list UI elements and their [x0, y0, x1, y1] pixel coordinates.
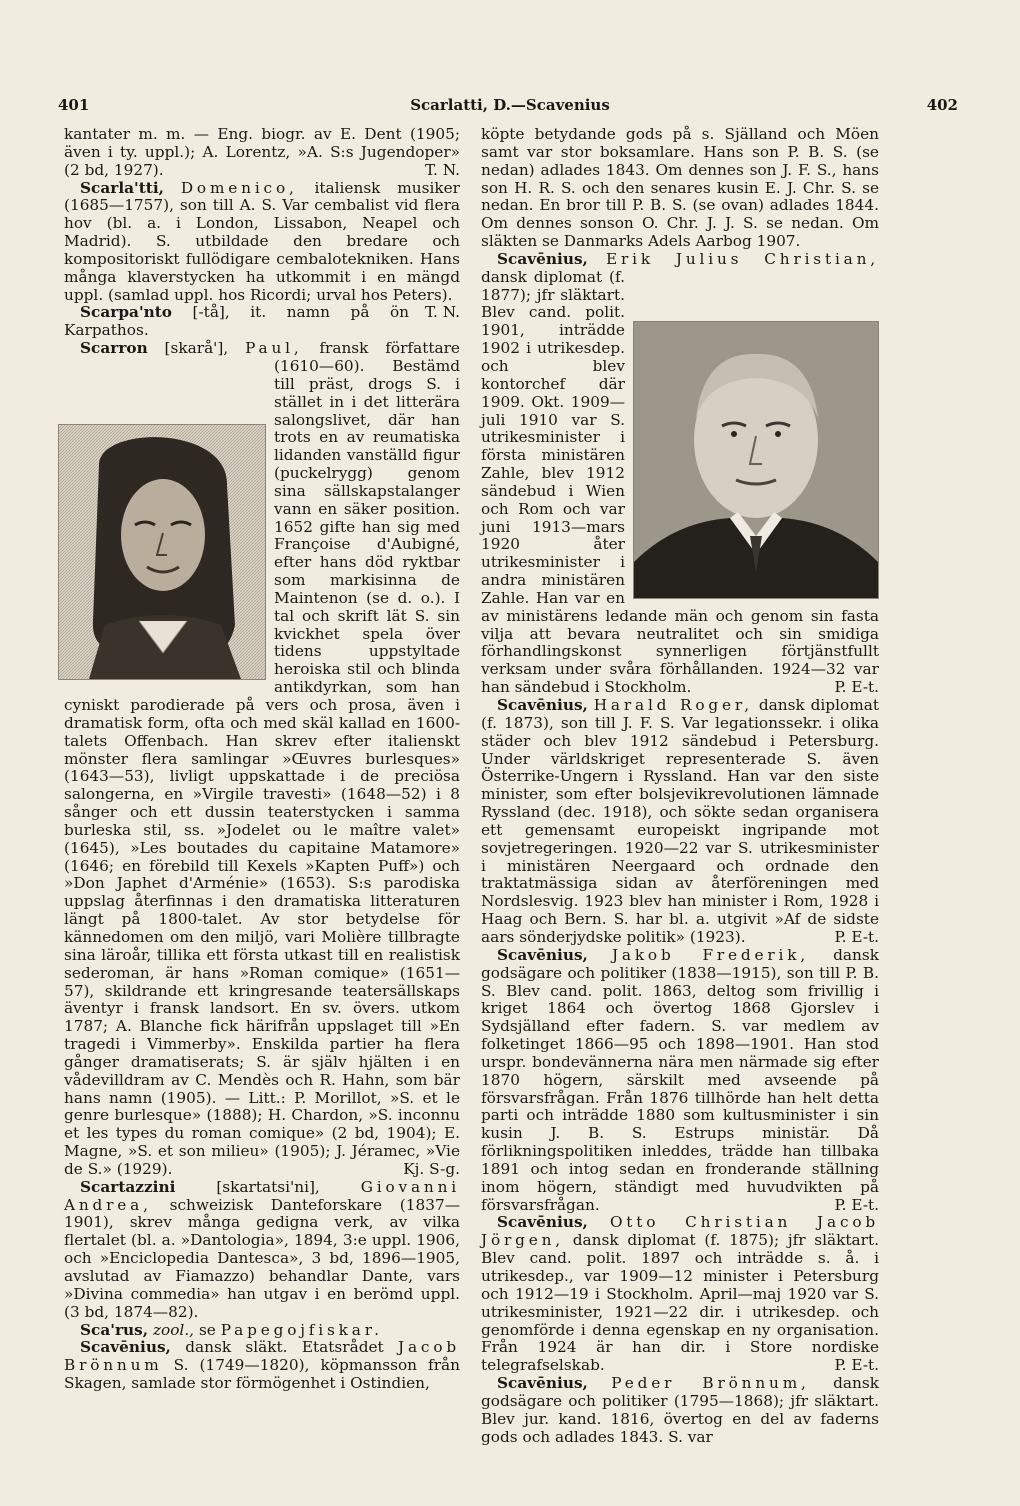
headword: Scarron	[80, 339, 148, 358]
running-title: Scarlatti, D.—Scavenius	[410, 96, 610, 114]
signature: Kj. S-g.	[403, 1159, 460, 1178]
headword: Scarpa'nto	[80, 303, 173, 322]
entry-scavenius-family: Scavēnius, dansk släkt. Etatsrådet Jacob Brönnum S. (1749—1820), köpmansson från Skagen, samlade stor förmögenhet i Ostindien,	[64, 1338, 460, 1393]
headword: Scavēnius,	[497, 249, 588, 268]
entry-scavenius-otto: Scavēnius, Otto Christian Jacob Jörgen, dansk diplomat (f. 1875); jfr släktart. Blev cand. polit. 1897 och inträdde s. å. i utrikesdep., var 1909—12 minister i Petersburg och 1912—19 i Stockholm. April—maj 1920 var S. utrikesminister, 1921—22 dir. i utrikesdep. och genomförde i denna egenskap en ny organisation. Från 1924 är han dir. i Store nordiske telegrafselskab. P. E-t.	[481, 1213, 879, 1375]
person-name: Peder Brönnum,	[611, 1374, 810, 1393]
entry-scavenius-erik: Scavēnius, Erik Julius Christian, dansk diplomat (f. 1877); jfr släktart. Blev cand. polit. 1901, inträdde 1902 i utrikesdep. och blev kontorchef där 1909. Okt. 1909—juli 1910 var S. utrikesminister i första ministären Zahle, blev 1912 sändebud i Wien och Rom och var juni 1913—mars 1920 åter utrikesminister i andra ministären Zahle. Han var en av ministärens ledande män och genom sin fasta vilja att bevara neutralitet och sin smidiga förhandlingskonst synnerligen förtjänstfullt verksam under svåra förhållanden. 1924—32 var han sändebud i Stockholm. P. E-t.	[481, 249, 879, 697]
entry-scarpanto: Scarpa'nto [-tå], it. namn på ön Karpathos.	[64, 303, 410, 340]
signature: T. N.	[425, 160, 460, 179]
entry-scartazzini: Scartazzini [skartatsi'ni], Giovanni Andrea, schweizisk Danteforskare (1837—1901), skrev många gedigna verk, av vilka flertalet (bl. a. »Dantologia», 1894, 3:e uppl. 1906, och »Enciclopedia Dantesca», 3 bd, 1896—1905, avslutad av Fiamazzo) behandlar Dante, vars »Divina commedia» han utgav i en berömd uppl. (3 bd, 1874—82).	[64, 1177, 460, 1321]
signature: T. N.	[425, 303, 460, 322]
entry-scarron: Scarron [skarå'], Paul, fransk författare (1610—60). Bestämd till präst, drogs S. i stället in i det litterära salongslivet, där han trots en av reumatiska lidanden vanställd figur (puckelrygg) genom sina sällskapstalanger vann en säker position. 1652 gifte han sig med Françoise d'Aubigné, efter hans död ryktbar som markisinna de Maintenon (se d. o.). I tal och skrift lät S. sin kvickhet spela över tidens uppstyltade heroiska stil och blinda antikdyrkan, som han cyniskt parodierade på vers och prosa, även i dramatisk form, ofta och med skäl kallad en 1600-talets Offenbach. Han skrev efter italienskt mönster flera samlingar »Œuvres burlesques» (1643—53), livligt uppskattade i de preciösa salongerna, en »Virgile travesti» (1648—52) i 8 sånger och ett dussin teaterstycken i samma burleska stil, ss. »Jodelet ou le maître valet» (1645), »Les boutades du capitaine Matamore» (1646; en förebild till Kexels »Kapten Puff») och »Don Japhet d'Arménie» (1653). S:s parodiska uppslag återfinnas i den dramatiska litteraturen längt på 1800-talet. Av stor betydelse för kännedomen om den miljö, vari Molière tillbragte sina läroår, tillika ett första utkast till en realistisk sederoman, är hans »Roman comique» (1651—57), skildrande ett kringresande teatersällskaps äventyr i fransk landsort. En sv. övers. utkom 1787; A. Blanche fick härifrån uppslaget till »En tragedi i Vimmerby». Enskilda partier ha flera gånger dramatiserats; S. är själv hjälten i en vådevilldram av C. Mendès och R. Hahn, som bär hans namn (1905). — Litt.: P. Morillot, »S. et le genre burlesque» (1888); H. Chardon, »S. inconnu et les types du roman comique» (2 bd, 1904); E. Magne, »S. et son milieu» (1905); J. Jéramec, »Vie de S.» (1929). Kj. S-g.	[64, 340, 460, 1179]
person-name: Giovanni Andrea,	[64, 1177, 460, 1214]
right-column	[481, 126, 879, 1446]
person-name: Jakob Frederik,	[611, 945, 810, 964]
entry-scarlatti-a-tail: kantater m. m. — Eng. biogr. av E. Dent (1905; även i ty. uppl.); A. Lorentz, »A. S:s Jugendoper» (2 bd, 1927). T. N.	[64, 125, 460, 179]
person-name: Domenico,	[180, 178, 298, 197]
signature: P. E-t.	[834, 1195, 879, 1214]
scarron-portrait-image	[58, 424, 266, 680]
headword: Scartazzini	[80, 1177, 176, 1196]
person-name: Erik Julius Christian,	[606, 249, 879, 268]
signature: P. E-t.	[834, 1356, 879, 1375]
signature: P. E-t.	[834, 927, 879, 946]
person-name: Jacob Brönnum	[64, 1338, 460, 1375]
person-name: Otto Christian Jacob Jörgen,	[481, 1213, 879, 1250]
cross-reference: Papegojfiskar.	[220, 1320, 383, 1339]
entry-scarus: Sca'rus, zool., se Papegojfiskar.	[80, 1320, 383, 1339]
signature: P. E-t.	[834, 678, 879, 697]
entry-scavenius-peder: Scavēnius, Peder Brönnum, dansk godsägare och politiker (1795—1868); jfr släktart. Blev jur. kand. 1816, övertog en del av faderns gods och adlades 1843. S. var	[481, 1374, 879, 1446]
headword: Scarla'tti,	[80, 178, 165, 197]
headword: Scavēnius,	[497, 945, 588, 964]
entry-scarlatti-domenico: Scarla'tti, Domenico, italiensk musiker (1685—1757), son till A. S. Var cembalist vid flera hov (bl. a. i London, Lissabon, Neapel och Madrid). S. utbildade den bredare och kompositoriskt fullödigare cembalotekniken. Hans många klaverstycken ha utkommit i en mängd uppl. (samlad uppl. hos Ricordi; urval hos Peters). T. N.	[64, 178, 460, 322]
left-column	[64, 126, 460, 1393]
entry-scavenius-family-cont: köpte betydande gods på s. Själland och Möen samt var stor boksamlare. Hans son P. B. S. (se nedan) adlades 1843. Om dennes son J. F. S., hans son H. R. S. och den senares kusin E. J. Chr. S. se nedan. En bror till P. B. S. (se ovan) adlades 1844. Om dennes sonson O. Chr. J. J. S. se nedan. Om släkten se Danmarks Adels Aarbog 1907.	[481, 125, 879, 251]
entry-scavenius-jakob: Scavēnius, Jakob Frederik, dansk godsägare och politiker (1838—1915), son till P. B. S. Blev cand. polit. 1863, deltog som frivillig i kriget 1864 och övertog 1868 Gjorslev i Sydsjälland efter fadern. S. var medlem av folketinget 1866—95 och 1898—1901. Han stod urspr. bondevännerna nära men närmade sig efter 1870 högern, särskilt med avseende på försvarsfrågan. Från 1876 tillhörde han helt detta parti och inträdde 1880 som kultusminister i sin kusin J. B. S. Estrups ministär. Då förlikningspolitiken inleddes, trädde han tillbaka 1891 och intog sedan en fronderande ställning inom högern, ständigt med huvudvikten på försvarsfrågan. P. E-t.	[481, 945, 879, 1214]
entry-scavenius-harald: Scavēnius, Harald Roger, dansk diplomat (f. 1873), son till J. F. S. Var legationssekr. i olika städer och blev 1912 sändebud i Petersburg. Under världskriget representerade S. även Österrike-Ungern i Ryssland. Han var den siste minister, som efter bolsjevikrevolutionen lämnade Ryssland (dec. 1918), och sökte sedan organisera ett gemensamt europeiskt ingripande mot sovjetregeringen. 1920—22 var S. utrikesminister i ministären Neergaard och ordnade den traktatmässiga sidan av återföreningen med Nordslesvig. 1923 blev han minister i Rom, 1928 i Haag och Bern. S. har bl. a. utgivit »Af de sidste aars sönderjydske politik» (1923). P. E-t.	[481, 696, 879, 946]
headword: Sca'rus,	[80, 1320, 149, 1339]
page-number-left: 401	[58, 96, 90, 114]
headword: Scavēnius,	[80, 1338, 171, 1357]
headword: Scavēnius,	[497, 696, 588, 714]
person-name: Harald Roger,	[593, 696, 753, 714]
headword: Scavēnius,	[497, 1213, 588, 1232]
erik-scavenius-portrait-image	[633, 321, 879, 599]
headword: Scavēnius,	[497, 1374, 588, 1393]
person-name: Paul,	[245, 339, 303, 358]
page-number-right: 402	[926, 96, 958, 114]
